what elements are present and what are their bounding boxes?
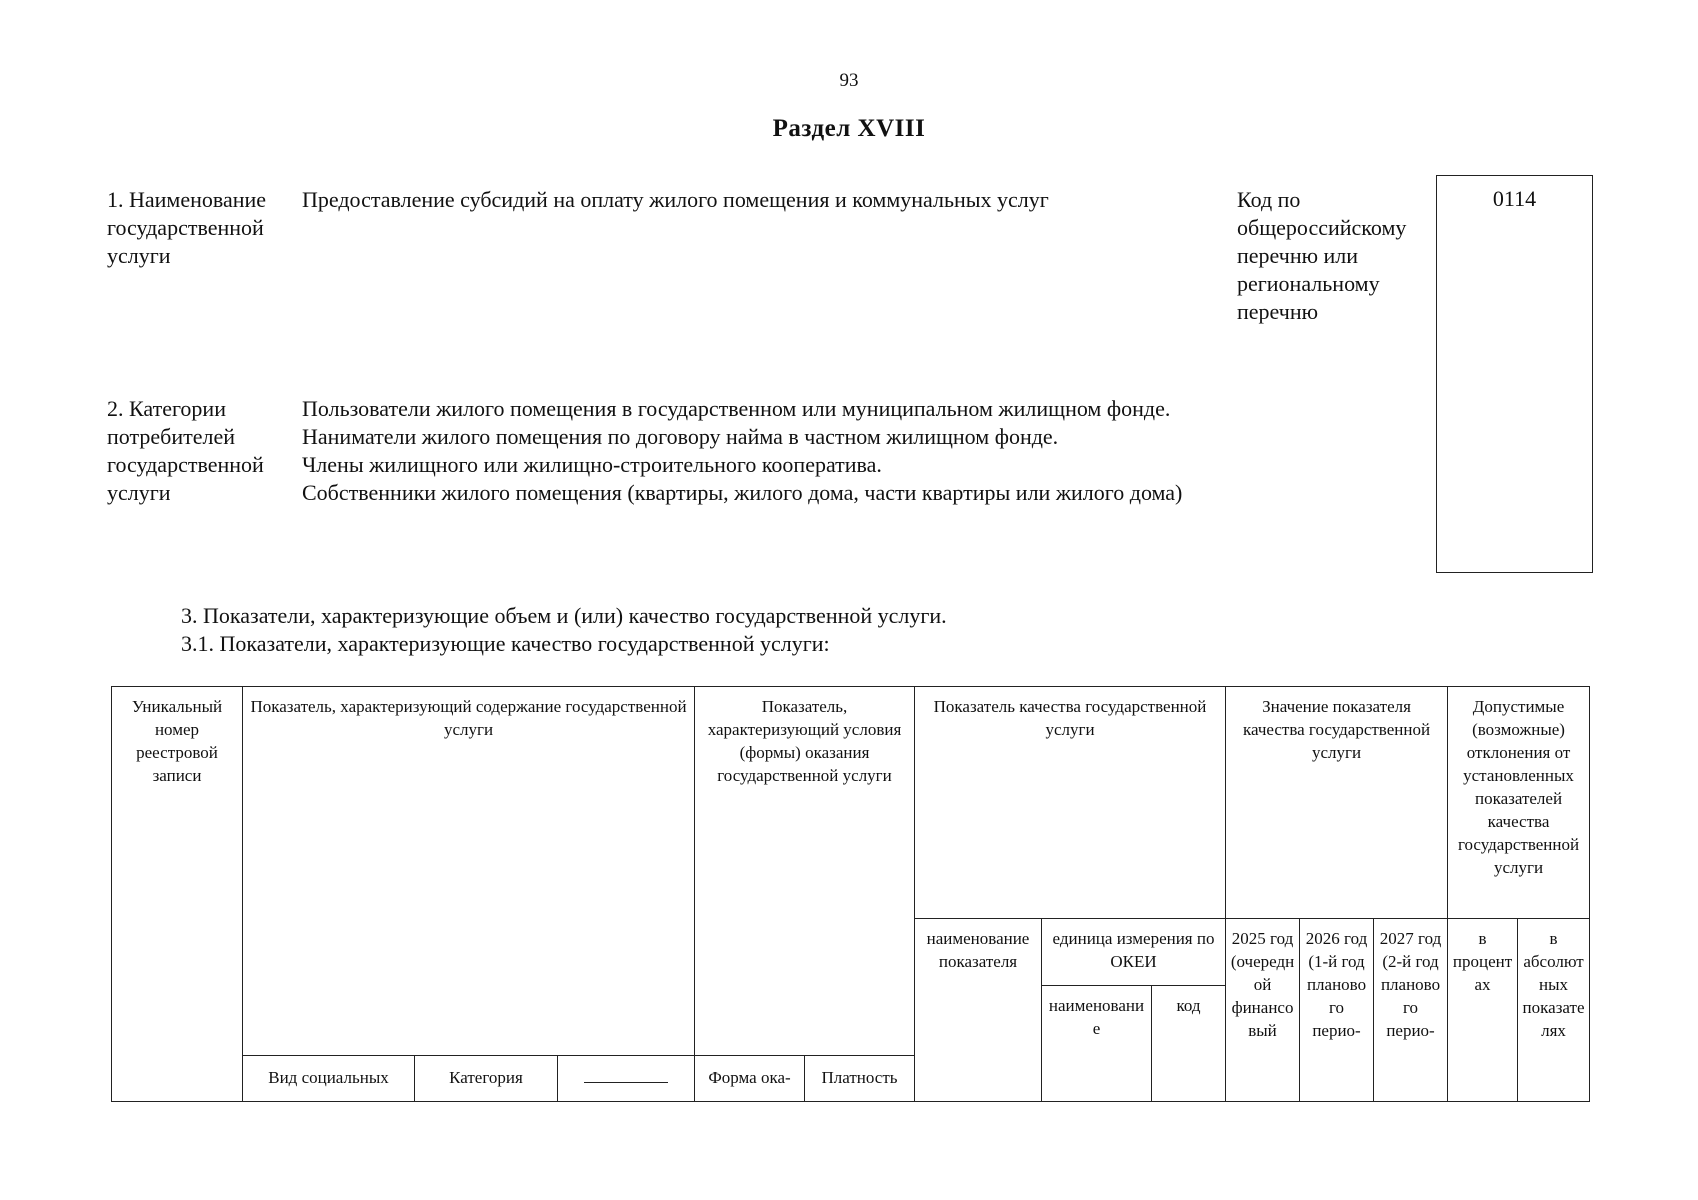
blank-line	[584, 1068, 668, 1083]
code-value: 0114	[1492, 186, 1537, 211]
consumer-category-item: Члены жилищного или жилищно-строительного кооператива.	[302, 452, 882, 477]
quality-indicators-table	[111, 686, 1590, 1102]
code-box	[1436, 175, 1593, 573]
consumer-categories-list	[302, 395, 1224, 507]
consumer-category-item: Наниматели жилого помещения по договору найма в частном жилищном фонде.	[302, 424, 1059, 449]
payment-header: Платность	[805, 1056, 915, 1102]
year-2025-header: 2025 год (очередной финансовый	[1226, 919, 1300, 1102]
unique-number-header: Уникальный номер реестровой записи	[112, 687, 243, 1102]
service-name-value: Предоставление субсидий на оплату жилого помещения и коммунальных услуг	[302, 187, 1049, 212]
service-name-label: 1. Наименование государственной услуги	[107, 187, 267, 268]
deviation-absolute-header: в абсолютных показателях	[1518, 919, 1590, 1102]
conditions-indicator-header: Показатель, характеризующий условия (формы) оказания государственной услуги	[695, 687, 915, 1056]
section-title: Раздел XVIII	[772, 115, 926, 142]
year-2026-header: 2026 год (1-й год планового перио-	[1300, 919, 1374, 1102]
category-header: Категория	[415, 1056, 558, 1102]
year-2027-header: 2027 год (2-й год планового перио-	[1374, 919, 1448, 1102]
okei-code-header: код	[1152, 986, 1226, 1102]
consumer-category-item: Собственники жилого помещения (квартиры, жилого дома, части квартиры или жилого дома)	[302, 480, 1183, 505]
indicators-heading: 3. Показатели, характеризующие объем и (или) качество государственной услуги.	[181, 603, 947, 628]
okei-unit-header: единица измерения по ОКЕИ	[1042, 919, 1226, 986]
deviation-percent-header: в процентах	[1448, 919, 1518, 1102]
deviation-header: Допустимые (возможные) отклонения от установленных показателей качества государственной услуги	[1448, 687, 1590, 919]
content-indicator-header: Показатель, характеризующий содержание государственной услуги	[243, 687, 695, 1056]
social-type-header: Вид социальных	[243, 1056, 415, 1102]
consumer-categories-label: 2. Категории потребителей государственной услуги	[107, 396, 264, 505]
code-label: Код по общероссийскому перечню или региональному перечню	[1237, 187, 1407, 324]
quality-indicators-heading: 3.1. Показатели, характеризующие качество государственной услуги:	[181, 631, 830, 656]
quality-indicator-header: Показатель качества государственной услуги	[915, 687, 1226, 919]
okei-name-header: наименование	[1042, 986, 1152, 1102]
page-number: 93	[839, 70, 859, 91]
indicator-name-header: наименование показателя	[915, 919, 1042, 1102]
consumer-category-item: Пользователи жилого помещения в государственном или муниципальном жилищном фонде.	[302, 396, 1171, 421]
form-header: Форма ока-	[695, 1056, 805, 1102]
quality-value-header: Значение показателя качества государственной услуги	[1226, 687, 1448, 919]
blank-header	[558, 1056, 695, 1102]
